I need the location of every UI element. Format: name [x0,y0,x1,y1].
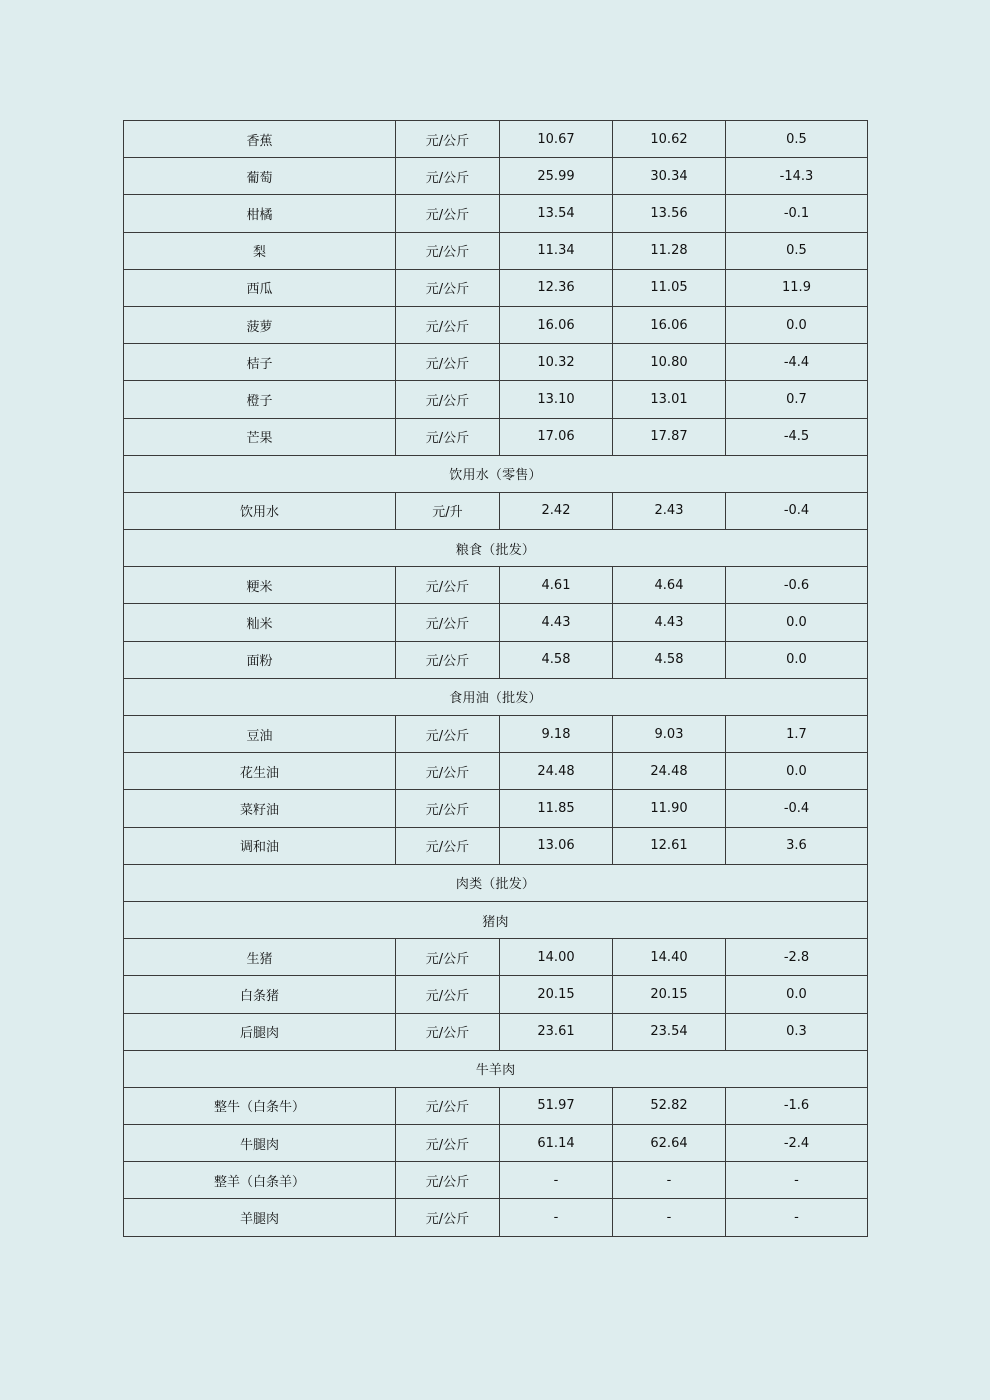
item-name-cell: 牛腿肉 [124,1125,396,1162]
change-percent-cell: 0.7 [726,381,868,418]
change-percent-cell: -0.1 [726,195,868,232]
item-name-cell: 菜籽油 [124,790,396,827]
current-price-cell: - [500,1162,613,1199]
previous-price-cell: 10.80 [613,344,726,381]
previous-price-cell: 9.03 [613,716,726,753]
current-price-cell: 23.61 [500,1013,613,1050]
table-row [124,418,868,455]
table-row [124,567,868,604]
unit-cell: 元/公斤 [396,306,500,343]
current-price-cell: 20.15 [500,976,613,1013]
previous-price-cell: 10.62 [613,121,726,158]
item-name-cell: 橙子 [124,381,396,418]
change-percent-cell: -4.5 [726,418,868,455]
item-name-cell: 生猪 [124,939,396,976]
table-row [124,641,868,678]
current-price-cell: 17.06 [500,418,613,455]
change-percent-cell: 0.0 [726,753,868,790]
change-percent-cell: 11.9 [726,269,868,306]
current-price-cell: 10.32 [500,344,613,381]
previous-price-cell: 23.54 [613,1013,726,1050]
item-name-cell: 整羊（白条羊） [124,1162,396,1199]
section-title: 猪肉 [124,901,868,938]
current-price-cell: 25.99 [500,158,613,195]
item-name-cell: 籼米 [124,604,396,641]
section-row [124,678,868,715]
section-row [124,455,868,492]
unit-cell: 元/公斤 [396,716,500,753]
current-price-cell: 14.00 [500,939,613,976]
change-percent-cell: 0.5 [726,121,868,158]
unit-cell: 元/公斤 [396,1087,500,1124]
previous-price-cell: 17.87 [613,418,726,455]
section-title: 饮用水（零售） [124,455,868,492]
table-row [124,269,868,306]
table-row [124,158,868,195]
current-price-cell: 10.67 [500,121,613,158]
previous-price-cell: 11.28 [613,232,726,269]
table-row [124,306,868,343]
table-row [124,716,868,753]
change-percent-cell: 0.0 [726,306,868,343]
change-percent-cell: - [726,1199,868,1236]
table-row [124,344,868,381]
current-price-cell: 4.61 [500,567,613,604]
current-price-cell: 61.14 [500,1125,613,1162]
table-row [124,1125,868,1162]
section-title: 食用油（批发） [124,678,868,715]
unit-cell: 元/公斤 [396,976,500,1013]
current-price-cell: 4.43 [500,604,613,641]
change-percent-cell: -14.3 [726,158,868,195]
previous-price-cell: 11.05 [613,269,726,306]
current-price-cell: 16.06 [500,306,613,343]
unit-cell: 元/公斤 [396,381,500,418]
previous-price-cell: - [613,1199,726,1236]
change-percent-cell: -4.4 [726,344,868,381]
item-name-cell: 柑橘 [124,195,396,232]
item-name-cell: 羊腿肉 [124,1199,396,1236]
change-percent-cell: 0.0 [726,604,868,641]
section-row [124,1050,868,1087]
section-row [124,864,868,901]
item-name-cell: 香蕉 [124,121,396,158]
change-percent-cell: 1.7 [726,716,868,753]
change-percent-cell: -2.4 [726,1125,868,1162]
previous-price-cell: 24.48 [613,753,726,790]
previous-price-cell: 20.15 [613,976,726,1013]
unit-cell: 元/公斤 [396,827,500,864]
unit-cell: 元/公斤 [396,1199,500,1236]
unit-cell: 元/公斤 [396,790,500,827]
unit-cell: 元/升 [396,492,500,529]
change-percent-cell: -1.6 [726,1087,868,1124]
previous-price-cell: 12.61 [613,827,726,864]
previous-price-cell: 11.90 [613,790,726,827]
unit-cell: 元/公斤 [396,418,500,455]
unit-cell: 元/公斤 [396,1125,500,1162]
previous-price-cell: 4.64 [613,567,726,604]
section-title: 牛羊肉 [124,1050,868,1087]
item-name-cell: 梨 [124,232,396,269]
current-price-cell: 13.06 [500,827,613,864]
unit-cell: 元/公斤 [396,939,500,976]
table-row [124,604,868,641]
current-price-cell: 11.85 [500,790,613,827]
section-row [124,530,868,567]
current-price-cell: 13.10 [500,381,613,418]
item-name-cell: 粳米 [124,567,396,604]
previous-price-cell: 62.64 [613,1125,726,1162]
item-name-cell: 面粉 [124,641,396,678]
price-table-body [124,121,868,1237]
change-percent-cell: 3.6 [726,827,868,864]
unit-cell: 元/公斤 [396,1162,500,1199]
unit-cell: 元/公斤 [396,604,500,641]
section-row [124,901,868,938]
current-price-cell: 2.42 [500,492,613,529]
unit-cell: 元/公斤 [396,641,500,678]
current-price-cell: 9.18 [500,716,613,753]
unit-cell: 元/公斤 [396,232,500,269]
item-name-cell: 桔子 [124,344,396,381]
table-row [124,1199,868,1236]
unit-cell: 元/公斤 [396,753,500,790]
unit-cell: 元/公斤 [396,158,500,195]
previous-price-cell: 30.34 [613,158,726,195]
price-table [123,120,868,1237]
unit-cell: 元/公斤 [396,195,500,232]
previous-price-cell: - [613,1162,726,1199]
item-name-cell: 西瓜 [124,269,396,306]
current-price-cell: 4.58 [500,641,613,678]
current-price-cell: 51.97 [500,1087,613,1124]
table-row [124,492,868,529]
change-percent-cell: 0.0 [726,976,868,1013]
table-row [124,976,868,1013]
table-row [124,381,868,418]
current-price-cell: - [500,1199,613,1236]
unit-cell: 元/公斤 [396,344,500,381]
previous-price-cell: 4.43 [613,604,726,641]
item-name-cell: 豆油 [124,716,396,753]
unit-cell: 元/公斤 [396,567,500,604]
item-name-cell: 白条猪 [124,976,396,1013]
table-row [124,121,868,158]
current-price-cell: 13.54 [500,195,613,232]
current-price-cell: 24.48 [500,753,613,790]
unit-cell: 元/公斤 [396,269,500,306]
item-name-cell: 花生油 [124,753,396,790]
table-row [124,753,868,790]
section-title: 肉类（批发） [124,864,868,901]
item-name-cell: 菠萝 [124,306,396,343]
section-title: 粮食（批发） [124,530,868,567]
table-row [124,1013,868,1050]
change-percent-cell: 0.5 [726,232,868,269]
change-percent-cell: 0.3 [726,1013,868,1050]
table-row [124,195,868,232]
item-name-cell: 整牛（白条牛） [124,1087,396,1124]
previous-price-cell: 4.58 [613,641,726,678]
unit-cell: 元/公斤 [396,1013,500,1050]
item-name-cell: 后腿肉 [124,1013,396,1050]
table-row [124,939,868,976]
change-percent-cell: -2.8 [726,939,868,976]
unit-cell: 元/公斤 [396,121,500,158]
table-row [124,790,868,827]
item-name-cell: 饮用水 [124,492,396,529]
change-percent-cell: -0.6 [726,567,868,604]
table-row [124,1162,868,1199]
table-row [124,1087,868,1124]
change-percent-cell: - [726,1162,868,1199]
change-percent-cell: 0.0 [726,641,868,678]
previous-price-cell: 13.01 [613,381,726,418]
previous-price-cell: 52.82 [613,1087,726,1124]
item-name-cell: 调和油 [124,827,396,864]
item-name-cell: 葡萄 [124,158,396,195]
previous-price-cell: 2.43 [613,492,726,529]
table-row [124,232,868,269]
table-row [124,827,868,864]
change-percent-cell: -0.4 [726,790,868,827]
current-price-cell: 11.34 [500,232,613,269]
item-name-cell: 芒果 [124,418,396,455]
previous-price-cell: 14.40 [613,939,726,976]
current-price-cell: 12.36 [500,269,613,306]
change-percent-cell: -0.4 [726,492,868,529]
previous-price-cell: 16.06 [613,306,726,343]
previous-price-cell: 13.56 [613,195,726,232]
